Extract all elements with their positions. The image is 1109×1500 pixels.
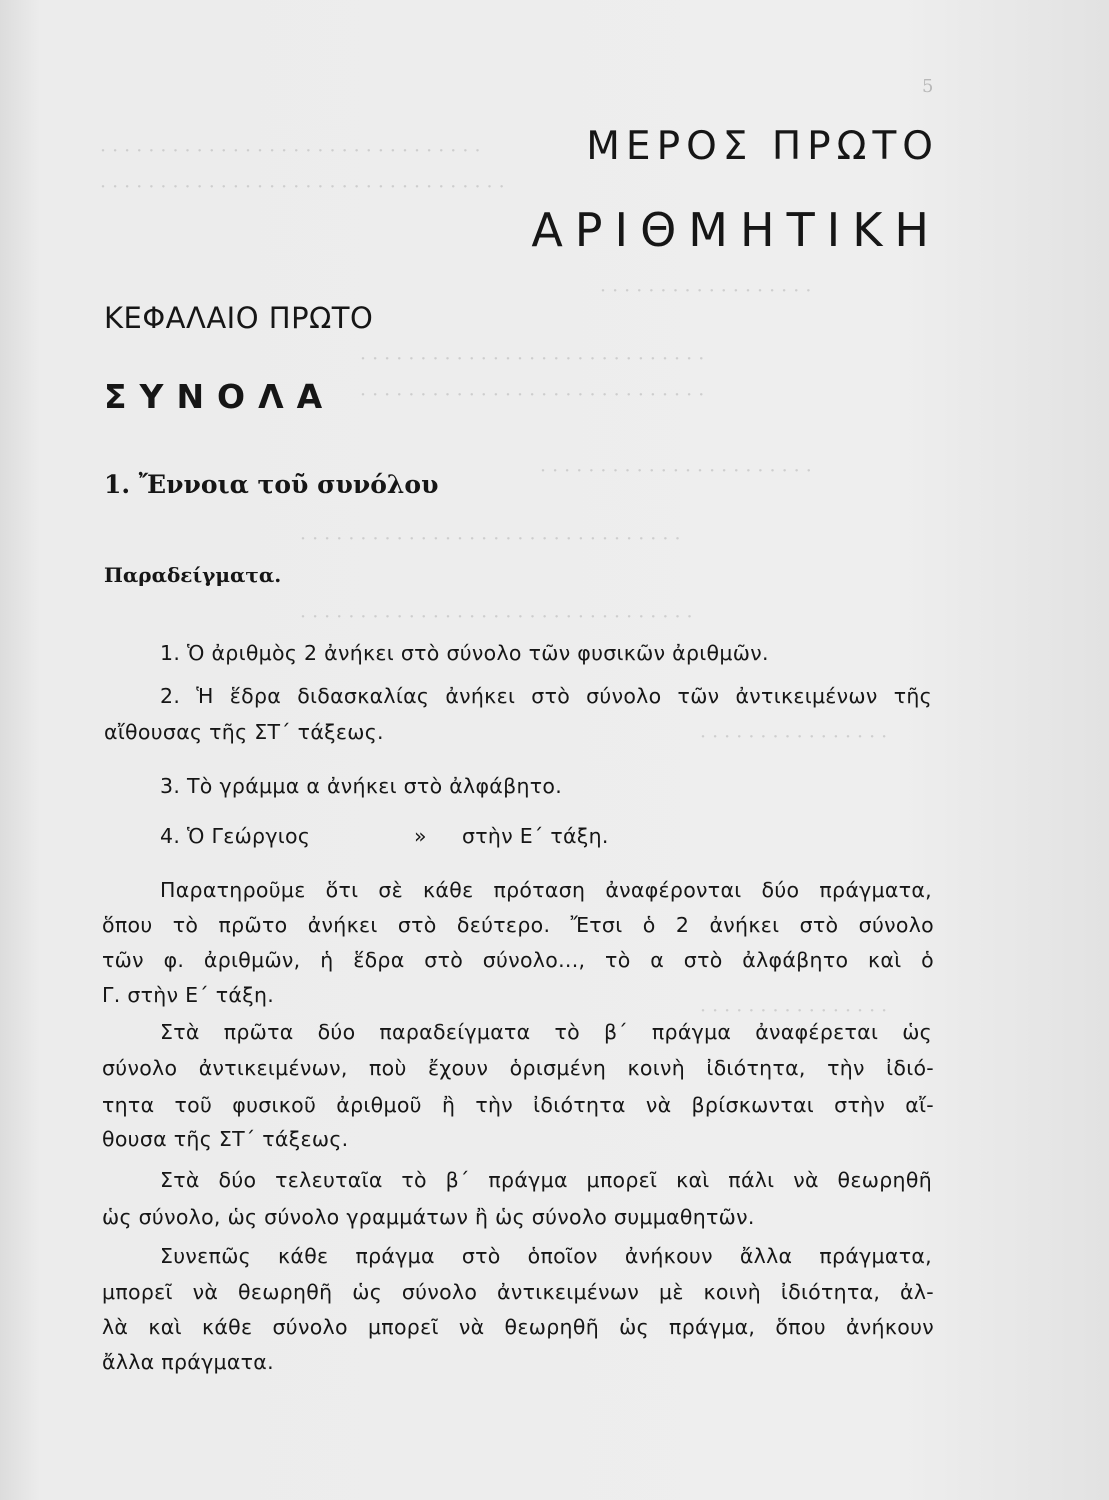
paragraph-line: τητα τοῦ φυσικοῦ ἀριθμοῦ ἢ τὴν ἰδιότητα νὰ βρίσκωνται στὴν αἴ-	[102, 1093, 934, 1117]
section-title: 1. Ἔννοια τοῦ συνόλου	[104, 470, 439, 499]
example-4-rest: στὴν Ε΄ τάξη.	[462, 824, 609, 848]
paragraph-line: Παρατηροῦμε ὅτι σὲ κάθε πρόταση ἀναφέρονται δύο πράγματα,	[160, 878, 932, 902]
paragraph-line: Γ. στὴν Ε΄ τάξη.	[102, 983, 275, 1007]
paragraph-line: ἄλλα πράγματα.	[102, 1350, 274, 1374]
example-2-line-2: αἴθουσας τῆς ΣΤ΄ τάξεως.	[104, 720, 384, 744]
example-1: 1. Ὁ ἀριθμὸς 2 ἀνήκει στὸ σύνολο τῶν φυσικῶν ἀριθμῶν.	[160, 641, 769, 665]
paragraph-line: τῶν φ. ἀριθμῶν, ἡ ἕδρα στὸ σύνολο..., τὸ α στὸ ἀλφάβητο καὶ ὁ	[102, 948, 934, 972]
example-4-subject: 4. Ὁ Γεώργιος	[160, 824, 311, 848]
paragraph-line: Συνεπῶς κάθε πράγμα στὸ ὁποῖον ἀνήκουν ἄλλα πράγματα,	[160, 1244, 932, 1268]
example-2-line-1: 2. Ἡ ἕδρα διδασκαλίας ἀνήκει στὸ σύνολο τῶν ἀντικειμένων τῆς	[160, 684, 932, 708]
paragraph-line: σύνολο ἀντικειμένων, ποὺ ἔχουν ὁρισμένη κοινὴ ἰδιότητα, τὴν ἰδιό-	[102, 1056, 934, 1080]
example-3: 3. Τὸ γράμμα α ἀνήκει στὸ ἀλφάβητο.	[160, 774, 563, 798]
book-title: ΑΡΙΘΜΗΤΙΚΗ	[531, 203, 941, 257]
chapter-subject: ΣΥΝΟΛΑ	[104, 377, 336, 416]
paragraph-line: μπορεῖ νὰ θεωρηθῆ ὡς σύνολο ἀντικειμένων μὲ κοινὴ ἰδιότητα, ἀλ-	[102, 1280, 934, 1304]
examples-heading: Παραδείγματα.	[104, 563, 282, 587]
part-title: ΜΕΡΟΣ ΠΡΩΤΟ	[586, 124, 939, 169]
paragraph-line: λὰ καὶ κάθε σύνολο μπορεῖ νὰ θεωρηθῆ ὡς πράγμα, ὅπου ἀνήκουν	[102, 1315, 934, 1339]
page-number: 5	[922, 76, 934, 97]
paragraph-line: ὡς σύνολο, ὡς σύνολο γραμμάτων ἢ ὡς σύνολο συμμαθητῶν.	[102, 1205, 755, 1229]
example-4-ditto: »	[414, 824, 427, 848]
paragraph-line: Στὰ δύο τελευταῖα τὸ β΄ πράγμα μπορεῖ καὶ πάλι νὰ θεωρηθῆ	[160, 1168, 932, 1192]
paragraph-line: ὅπου τὸ πρῶτο ἀνήκει στὸ δεύτερο. Ἔτσι ὁ 2 ἀνήκει στὸ σύνολο	[102, 913, 934, 937]
paragraph-line: θουσα τῆς ΣΤ΄ τάξεως.	[102, 1127, 349, 1151]
paragraph-line: Στὰ πρῶτα δύο παραδείγματα τὸ β΄ πράγμα ἀναφέρεται ὡς	[160, 1020, 932, 1044]
chapter-title: ΚΕΦΑΛΑΙΟ ΠΡΩΤΟ	[104, 301, 374, 335]
